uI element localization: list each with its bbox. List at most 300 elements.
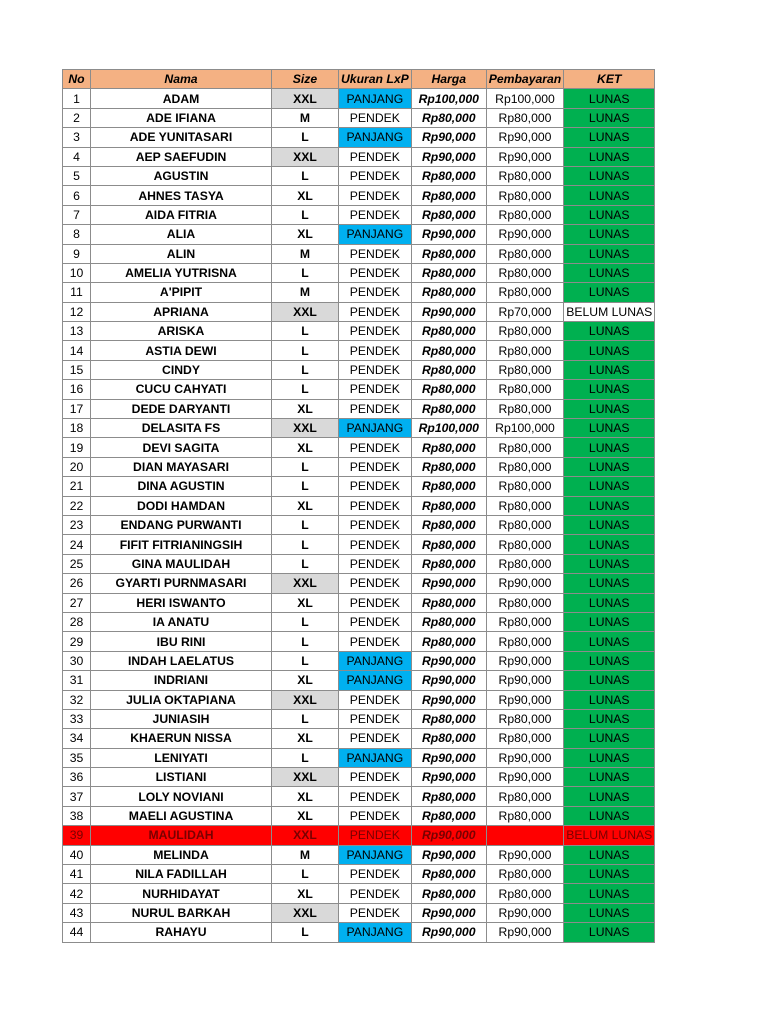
cell-pembayaran[interactable]: Rp100,000 xyxy=(486,89,564,108)
cell-ket[interactable]: LUNAS xyxy=(564,632,655,651)
cell-no[interactable]: 28 xyxy=(63,612,91,631)
cell-ket[interactable]: LUNAS xyxy=(564,419,655,438)
cell-harga[interactable]: Rp90,000 xyxy=(411,671,486,690)
cell-no[interactable]: 17 xyxy=(63,399,91,418)
cell-harga[interactable]: Rp100,000 xyxy=(411,89,486,108)
cell-harga[interactable]: Rp90,000 xyxy=(411,845,486,864)
cell-pembayaran[interactable]: Rp90,000 xyxy=(486,690,564,709)
cell-nama[interactable]: IBU RINI xyxy=(91,632,272,651)
cell-ket[interactable]: LUNAS xyxy=(564,108,655,127)
cell-nama[interactable]: NILA FADILLAH xyxy=(91,865,272,884)
cell-ukuran[interactable]: PENDEK xyxy=(339,166,412,185)
cell-nama[interactable]: NURUL BARKAH xyxy=(91,903,272,922)
cell-pembayaran[interactable]: Rp90,000 xyxy=(486,574,564,593)
cell-size[interactable]: XL xyxy=(272,729,339,748)
cell-ukuran[interactable]: PENDEK xyxy=(339,360,412,379)
cell-size[interactable]: XXL xyxy=(272,903,339,922)
cell-pembayaran[interactable]: Rp80,000 xyxy=(486,709,564,728)
cell-ukuran[interactable]: PANJANG xyxy=(339,89,412,108)
cell-nama[interactable]: DODI HAMDAN xyxy=(91,496,272,515)
cell-pembayaran[interactable]: Rp80,000 xyxy=(486,787,564,806)
cell-no[interactable]: 35 xyxy=(63,748,91,767)
cell-ket[interactable]: LUNAS xyxy=(564,438,655,457)
cell-ket[interactable]: LUNAS xyxy=(564,89,655,108)
cell-size[interactable]: XL xyxy=(272,884,339,903)
cell-harga[interactable]: Rp80,000 xyxy=(411,496,486,515)
cell-size[interactable]: XL xyxy=(272,593,339,612)
cell-no[interactable]: 23 xyxy=(63,515,91,534)
cell-pembayaran[interactable]: Rp80,000 xyxy=(486,244,564,263)
cell-nama[interactable]: AMELIA YUTRISNA xyxy=(91,263,272,282)
cell-pembayaran[interactable]: Rp80,000 xyxy=(486,438,564,457)
cell-nama[interactable]: DINA AGUSTIN xyxy=(91,477,272,496)
cell-ket[interactable]: LUNAS xyxy=(564,612,655,631)
cell-harga[interactable]: Rp90,000 xyxy=(411,826,486,845)
cell-ket[interactable]: LUNAS xyxy=(564,360,655,379)
cell-nama[interactable]: KHAERUN NISSA xyxy=(91,729,272,748)
cell-no[interactable]: 24 xyxy=(63,535,91,554)
cell-pembayaran[interactable]: Rp80,000 xyxy=(486,283,564,302)
cell-pembayaran[interactable]: Rp70,000 xyxy=(486,302,564,321)
cell-pembayaran[interactable]: Rp90,000 xyxy=(486,128,564,147)
cell-no[interactable]: 29 xyxy=(63,632,91,651)
cell-harga[interactable]: Rp90,000 xyxy=(411,147,486,166)
cell-no[interactable]: 41 xyxy=(63,865,91,884)
cell-nama[interactable]: HERI ISWANTO xyxy=(91,593,272,612)
cell-ukuran[interactable]: PENDEK xyxy=(339,806,412,825)
cell-ukuran[interactable]: PANJANG xyxy=(339,128,412,147)
cell-size[interactable]: L xyxy=(272,515,339,534)
cell-ket[interactable]: LUNAS xyxy=(564,671,655,690)
header-ket[interactable]: KET xyxy=(564,70,655,89)
cell-size[interactable]: XXL xyxy=(272,826,339,845)
cell-nama[interactable]: IA ANATU xyxy=(91,612,272,631)
cell-size[interactable]: L xyxy=(272,380,339,399)
header-pembayaran[interactable]: Pembayaran xyxy=(486,70,564,89)
cell-ket[interactable]: LUNAS xyxy=(564,186,655,205)
cell-size[interactable]: XXL xyxy=(272,690,339,709)
cell-pembayaran[interactable]: Rp80,000 xyxy=(486,593,564,612)
cell-size[interactable]: XXL xyxy=(272,147,339,166)
cell-nama[interactable]: AHNES TASYA xyxy=(91,186,272,205)
cell-size[interactable]: XL xyxy=(272,671,339,690)
header-harga[interactable]: Harga xyxy=(411,70,486,89)
cell-size[interactable]: L xyxy=(272,360,339,379)
cell-no[interactable]: 5 xyxy=(63,166,91,185)
cell-pembayaran[interactable]: Rp80,000 xyxy=(486,632,564,651)
cell-harga[interactable]: Rp90,000 xyxy=(411,574,486,593)
cell-ket[interactable]: LUNAS xyxy=(564,322,655,341)
cell-pembayaran[interactable]: Rp80,000 xyxy=(486,535,564,554)
cell-ukuran[interactable]: PANJANG xyxy=(339,419,412,438)
cell-ukuran[interactable]: PENDEK xyxy=(339,826,412,845)
cell-no[interactable]: 44 xyxy=(63,923,91,942)
cell-harga[interactable]: Rp80,000 xyxy=(411,380,486,399)
cell-ukuran[interactable]: PENDEK xyxy=(339,147,412,166)
cell-ukuran[interactable]: PENDEK xyxy=(339,438,412,457)
cell-ket[interactable]: LUNAS xyxy=(564,515,655,534)
cell-ukuran[interactable]: PANJANG xyxy=(339,923,412,942)
cell-ukuran[interactable]: PENDEK xyxy=(339,341,412,360)
cell-size[interactable]: L xyxy=(272,322,339,341)
cell-pembayaran[interactable]: Rp80,000 xyxy=(486,612,564,631)
cell-harga[interactable]: Rp80,000 xyxy=(411,399,486,418)
cell-nama[interactable]: ADAM xyxy=(91,89,272,108)
cell-harga[interactable]: Rp80,000 xyxy=(411,322,486,341)
cell-pembayaran[interactable]: Rp80,000 xyxy=(486,477,564,496)
cell-nama[interactable]: ADE IFIANA xyxy=(91,108,272,127)
cell-ket[interactable]: LUNAS xyxy=(564,748,655,767)
cell-nama[interactable]: CUCU CAHYATI xyxy=(91,380,272,399)
cell-no[interactable]: 4 xyxy=(63,147,91,166)
cell-no[interactable]: 18 xyxy=(63,419,91,438)
cell-ukuran[interactable]: PENDEK xyxy=(339,535,412,554)
cell-ukuran[interactable]: PENDEK xyxy=(339,515,412,534)
cell-ukuran[interactable]: PANJANG xyxy=(339,225,412,244)
cell-pembayaran[interactable] xyxy=(486,826,564,845)
cell-pembayaran[interactable]: Rp90,000 xyxy=(486,903,564,922)
cell-nama[interactable]: ALIA xyxy=(91,225,272,244)
cell-pembayaran[interactable]: Rp80,000 xyxy=(486,515,564,534)
cell-harga[interactable]: Rp80,000 xyxy=(411,205,486,224)
cell-nama[interactable]: RAHAYU xyxy=(91,923,272,942)
cell-ket[interactable]: LUNAS xyxy=(564,884,655,903)
cell-harga[interactable]: Rp80,000 xyxy=(411,554,486,573)
cell-size[interactable]: M xyxy=(272,108,339,127)
cell-harga[interactable]: Rp90,000 xyxy=(411,903,486,922)
cell-no[interactable]: 37 xyxy=(63,787,91,806)
cell-size[interactable]: L xyxy=(272,477,339,496)
cell-no[interactable]: 43 xyxy=(63,903,91,922)
cell-nama[interactable]: MELINDA xyxy=(91,845,272,864)
cell-pembayaran[interactable]: Rp80,000 xyxy=(486,263,564,282)
cell-ukuran[interactable]: PENDEK xyxy=(339,399,412,418)
cell-harga[interactable]: Rp80,000 xyxy=(411,283,486,302)
cell-pembayaran[interactable]: Rp80,000 xyxy=(486,186,564,205)
cell-no[interactable]: 2 xyxy=(63,108,91,127)
cell-size[interactable]: L xyxy=(272,554,339,573)
cell-pembayaran[interactable]: Rp100,000 xyxy=(486,419,564,438)
cell-nama[interactable]: JUNIASIH xyxy=(91,709,272,728)
cell-nama[interactable]: LENIYATI xyxy=(91,748,272,767)
cell-pembayaran[interactable]: Rp90,000 xyxy=(486,923,564,942)
cell-ket[interactable]: LUNAS xyxy=(564,205,655,224)
cell-ket[interactable]: LUNAS xyxy=(564,709,655,728)
cell-ket[interactable]: LUNAS xyxy=(564,865,655,884)
cell-pembayaran[interactable]: Rp90,000 xyxy=(486,147,564,166)
cell-ket[interactable]: LUNAS xyxy=(564,147,655,166)
cell-no[interactable]: 11 xyxy=(63,283,91,302)
cell-harga[interactable]: Rp90,000 xyxy=(411,651,486,670)
cell-no[interactable]: 42 xyxy=(63,884,91,903)
cell-harga[interactable]: Rp80,000 xyxy=(411,457,486,476)
cell-no[interactable]: 34 xyxy=(63,729,91,748)
cell-size[interactable]: M xyxy=(272,244,339,263)
cell-harga[interactable]: Rp90,000 xyxy=(411,923,486,942)
cell-size[interactable]: L xyxy=(272,535,339,554)
cell-harga[interactable]: Rp80,000 xyxy=(411,632,486,651)
cell-pembayaran[interactable]: Rp80,000 xyxy=(486,884,564,903)
cell-nama[interactable]: INDAH LAELATUS xyxy=(91,651,272,670)
cell-no[interactable]: 26 xyxy=(63,574,91,593)
cell-no[interactable]: 9 xyxy=(63,244,91,263)
cell-nama[interactable]: NURHIDAYAT xyxy=(91,884,272,903)
cell-size[interactable]: L xyxy=(272,128,339,147)
cell-pembayaran[interactable]: Rp80,000 xyxy=(486,166,564,185)
cell-pembayaran[interactable]: Rp80,000 xyxy=(486,108,564,127)
cell-ukuran[interactable]: PENDEK xyxy=(339,554,412,573)
cell-nama[interactable]: AIDA FITRIA xyxy=(91,205,272,224)
cell-harga[interactable]: Rp80,000 xyxy=(411,729,486,748)
cell-harga[interactable]: Rp90,000 xyxy=(411,128,486,147)
cell-harga[interactable]: Rp80,000 xyxy=(411,166,486,185)
cell-size[interactable]: L xyxy=(272,341,339,360)
cell-pembayaran[interactable]: Rp90,000 xyxy=(486,671,564,690)
cell-ket[interactable]: LUNAS xyxy=(564,768,655,787)
cell-harga[interactable]: Rp80,000 xyxy=(411,244,486,263)
cell-ket[interactable]: LUNAS xyxy=(564,341,655,360)
cell-ket[interactable]: LUNAS xyxy=(564,574,655,593)
cell-nama[interactable]: JULIA OKTAPIANA xyxy=(91,690,272,709)
cell-ukuran[interactable]: PANJANG xyxy=(339,845,412,864)
cell-size[interactable]: L xyxy=(272,457,339,476)
cell-no[interactable]: 16 xyxy=(63,380,91,399)
cell-ukuran[interactable]: PENDEK xyxy=(339,884,412,903)
cell-size[interactable]: M xyxy=(272,845,339,864)
cell-no[interactable]: 33 xyxy=(63,709,91,728)
cell-ket[interactable]: LUNAS xyxy=(564,457,655,476)
cell-size[interactable]: XL xyxy=(272,399,339,418)
cell-ukuran[interactable]: PENDEK xyxy=(339,903,412,922)
cell-ukuran[interactable]: PENDEK xyxy=(339,186,412,205)
cell-no[interactable]: 27 xyxy=(63,593,91,612)
cell-ukuran[interactable]: PENDEK xyxy=(339,768,412,787)
cell-pembayaran[interactable]: Rp80,000 xyxy=(486,865,564,884)
cell-no[interactable]: 7 xyxy=(63,205,91,224)
cell-ukuran[interactable]: PENDEK xyxy=(339,690,412,709)
cell-ukuran[interactable]: PENDEK xyxy=(339,108,412,127)
cell-nama[interactable]: LISTIANI xyxy=(91,768,272,787)
cell-harga[interactable]: Rp80,000 xyxy=(411,787,486,806)
cell-nama[interactable]: CINDY xyxy=(91,360,272,379)
cell-ukuran[interactable]: PENDEK xyxy=(339,244,412,263)
cell-pembayaran[interactable]: Rp80,000 xyxy=(486,554,564,573)
cell-ket[interactable]: LUNAS xyxy=(564,380,655,399)
cell-ukuran[interactable]: PENDEK xyxy=(339,283,412,302)
cell-no[interactable]: 40 xyxy=(63,845,91,864)
cell-no[interactable]: 8 xyxy=(63,225,91,244)
cell-harga[interactable]: Rp80,000 xyxy=(411,593,486,612)
cell-harga[interactable]: Rp80,000 xyxy=(411,884,486,903)
cell-size[interactable]: XXL xyxy=(272,419,339,438)
cell-nama[interactable]: GYARTI PURNMASARI xyxy=(91,574,272,593)
cell-ket[interactable]: LUNAS xyxy=(564,477,655,496)
cell-no[interactable]: 3 xyxy=(63,128,91,147)
cell-no[interactable]: 1 xyxy=(63,89,91,108)
cell-no[interactable]: 36 xyxy=(63,768,91,787)
cell-ukuran[interactable]: PENDEK xyxy=(339,787,412,806)
cell-ukuran[interactable]: PANJANG xyxy=(339,671,412,690)
cell-ket[interactable]: LUNAS xyxy=(564,554,655,573)
cell-size[interactable]: M xyxy=(272,283,339,302)
cell-nama[interactable]: ENDANG PURWANTI xyxy=(91,515,272,534)
header-nama[interactable]: Nama xyxy=(91,70,272,89)
cell-pembayaran[interactable]: Rp80,000 xyxy=(486,399,564,418)
cell-harga[interactable]: Rp80,000 xyxy=(411,341,486,360)
cell-pembayaran[interactable]: Rp80,000 xyxy=(486,380,564,399)
cell-size[interactable]: L xyxy=(272,748,339,767)
cell-ukuran[interactable]: PENDEK xyxy=(339,380,412,399)
cell-size[interactable]: L xyxy=(272,651,339,670)
cell-harga[interactable]: Rp80,000 xyxy=(411,535,486,554)
cell-harga[interactable]: Rp80,000 xyxy=(411,477,486,496)
cell-size[interactable]: XL xyxy=(272,225,339,244)
cell-ket[interactable]: LUNAS xyxy=(564,263,655,282)
cell-size[interactable]: L xyxy=(272,205,339,224)
cell-size[interactable]: L xyxy=(272,166,339,185)
cell-nama[interactable]: AGUSTIN xyxy=(91,166,272,185)
cell-ket[interactable]: LUNAS xyxy=(564,399,655,418)
cell-nama[interactable]: MAULIDAH xyxy=(91,826,272,845)
cell-ket[interactable]: BELUM LUNAS xyxy=(564,826,655,845)
cell-nama[interactable]: ALIN xyxy=(91,244,272,263)
cell-size[interactable]: L xyxy=(272,709,339,728)
cell-harga[interactable]: Rp80,000 xyxy=(411,612,486,631)
cell-nama[interactable]: ARISKA xyxy=(91,322,272,341)
cell-size[interactable]: XL xyxy=(272,438,339,457)
cell-no[interactable]: 21 xyxy=(63,477,91,496)
cell-nama[interactable]: ASTIA DEWI xyxy=(91,341,272,360)
cell-ukuran[interactable]: PENDEK xyxy=(339,632,412,651)
cell-ukuran[interactable]: PENDEK xyxy=(339,574,412,593)
cell-pembayaran[interactable]: Rp90,000 xyxy=(486,845,564,864)
cell-no[interactable]: 14 xyxy=(63,341,91,360)
cell-no[interactable]: 38 xyxy=(63,806,91,825)
cell-ket[interactable]: LUNAS xyxy=(564,845,655,864)
header-ukuran[interactable]: Ukuran LxP xyxy=(339,70,412,89)
cell-ket[interactable]: LUNAS xyxy=(564,923,655,942)
cell-ket[interactable]: LUNAS xyxy=(564,593,655,612)
cell-nama[interactable]: INDRIANI xyxy=(91,671,272,690)
cell-nama[interactable]: DELASITA FS xyxy=(91,419,272,438)
cell-pembayaran[interactable]: Rp80,000 xyxy=(486,205,564,224)
cell-size[interactable]: L xyxy=(272,263,339,282)
cell-ukuran[interactable]: PANJANG xyxy=(339,651,412,670)
cell-no[interactable]: 19 xyxy=(63,438,91,457)
cell-ukuran[interactable]: PENDEK xyxy=(339,612,412,631)
cell-no[interactable]: 30 xyxy=(63,651,91,670)
cell-ukuran[interactable]: PENDEK xyxy=(339,593,412,612)
cell-pembayaran[interactable]: Rp90,000 xyxy=(486,225,564,244)
cell-no[interactable]: 32 xyxy=(63,690,91,709)
cell-ket[interactable]: LUNAS xyxy=(564,690,655,709)
cell-ukuran[interactable]: PENDEK xyxy=(339,496,412,515)
cell-ukuran[interactable]: PENDEK xyxy=(339,709,412,728)
cell-pembayaran[interactable]: Rp80,000 xyxy=(486,341,564,360)
cell-size[interactable]: XXL xyxy=(272,574,339,593)
cell-ket[interactable]: LUNAS xyxy=(564,496,655,515)
cell-pembayaran[interactable]: Rp80,000 xyxy=(486,729,564,748)
cell-size[interactable]: XL xyxy=(272,806,339,825)
cell-harga[interactable]: Rp80,000 xyxy=(411,865,486,884)
cell-ket[interactable]: BELUM LUNAS xyxy=(564,302,655,321)
cell-harga[interactable]: Rp90,000 xyxy=(411,748,486,767)
cell-ket[interactable]: LUNAS xyxy=(564,651,655,670)
cell-size[interactable]: XXL xyxy=(272,302,339,321)
cell-nama[interactable]: DIAN MAYASARI xyxy=(91,457,272,476)
cell-nama[interactable]: DEDE DARYANTI xyxy=(91,399,272,418)
cell-pembayaran[interactable]: Rp90,000 xyxy=(486,748,564,767)
cell-ukuran[interactable]: PENDEK xyxy=(339,729,412,748)
cell-pembayaran[interactable]: Rp80,000 xyxy=(486,806,564,825)
cell-size[interactable]: XL xyxy=(272,787,339,806)
cell-no[interactable]: 22 xyxy=(63,496,91,515)
cell-harga[interactable]: Rp80,000 xyxy=(411,263,486,282)
cell-nama[interactable]: FIFIT FITRIANINGSIH xyxy=(91,535,272,554)
cell-no[interactable]: 6 xyxy=(63,186,91,205)
cell-harga[interactable]: Rp80,000 xyxy=(411,709,486,728)
cell-nama[interactable]: LOLY NOVIANI xyxy=(91,787,272,806)
cell-ket[interactable]: LUNAS xyxy=(564,729,655,748)
cell-no[interactable]: 39 xyxy=(63,826,91,845)
cell-harga[interactable]: Rp90,000 xyxy=(411,690,486,709)
cell-nama[interactable]: ADE YUNITASARI xyxy=(91,128,272,147)
cell-ukuran[interactable]: PENDEK xyxy=(339,302,412,321)
cell-nama[interactable]: AEP SAEFUDIN xyxy=(91,147,272,166)
cell-size[interactable]: L xyxy=(272,865,339,884)
cell-harga[interactable]: Rp80,000 xyxy=(411,108,486,127)
cell-ket[interactable]: LUNAS xyxy=(564,535,655,554)
cell-harga[interactable]: Rp90,000 xyxy=(411,225,486,244)
cell-ukuran[interactable]: PANJANG xyxy=(339,748,412,767)
cell-ukuran[interactable]: PENDEK xyxy=(339,477,412,496)
cell-nama[interactable]: GINA MAULIDAH xyxy=(91,554,272,573)
cell-no[interactable]: 31 xyxy=(63,671,91,690)
cell-ukuran[interactable]: PENDEK xyxy=(339,322,412,341)
header-no[interactable]: No xyxy=(63,70,91,89)
cell-ukuran[interactable]: PENDEK xyxy=(339,205,412,224)
cell-no[interactable]: 13 xyxy=(63,322,91,341)
cell-size[interactable]: XXL xyxy=(272,768,339,787)
cell-pembayaran[interactable]: Rp80,000 xyxy=(486,360,564,379)
cell-harga[interactable]: Rp80,000 xyxy=(411,186,486,205)
cell-no[interactable]: 20 xyxy=(63,457,91,476)
cell-size[interactable]: XL xyxy=(272,186,339,205)
cell-size[interactable]: L xyxy=(272,612,339,631)
cell-ket[interactable]: LUNAS xyxy=(564,806,655,825)
cell-nama[interactable]: MAELI AGUSTINA xyxy=(91,806,272,825)
cell-pembayaran[interactable]: Rp90,000 xyxy=(486,768,564,787)
cell-ukuran[interactable]: PENDEK xyxy=(339,263,412,282)
cell-no[interactable]: 25 xyxy=(63,554,91,573)
cell-harga[interactable]: Rp80,000 xyxy=(411,360,486,379)
cell-harga[interactable]: Rp80,000 xyxy=(411,438,486,457)
cell-ket[interactable]: LUNAS xyxy=(564,225,655,244)
cell-no[interactable]: 12 xyxy=(63,302,91,321)
cell-pembayaran[interactable]: Rp90,000 xyxy=(486,651,564,670)
cell-ket[interactable]: LUNAS xyxy=(564,283,655,302)
cell-ket[interactable]: LUNAS xyxy=(564,244,655,263)
cell-size[interactable]: XL xyxy=(272,496,339,515)
cell-no[interactable]: 10 xyxy=(63,263,91,282)
cell-ket[interactable]: LUNAS xyxy=(564,903,655,922)
cell-size[interactable]: L xyxy=(272,923,339,942)
cell-nama[interactable]: APRIANA xyxy=(91,302,272,321)
cell-harga[interactable]: Rp100,000 xyxy=(411,419,486,438)
header-size[interactable]: Size xyxy=(272,70,339,89)
cell-harga[interactable]: Rp90,000 xyxy=(411,302,486,321)
cell-nama[interactable]: DEVI SAGITA xyxy=(91,438,272,457)
